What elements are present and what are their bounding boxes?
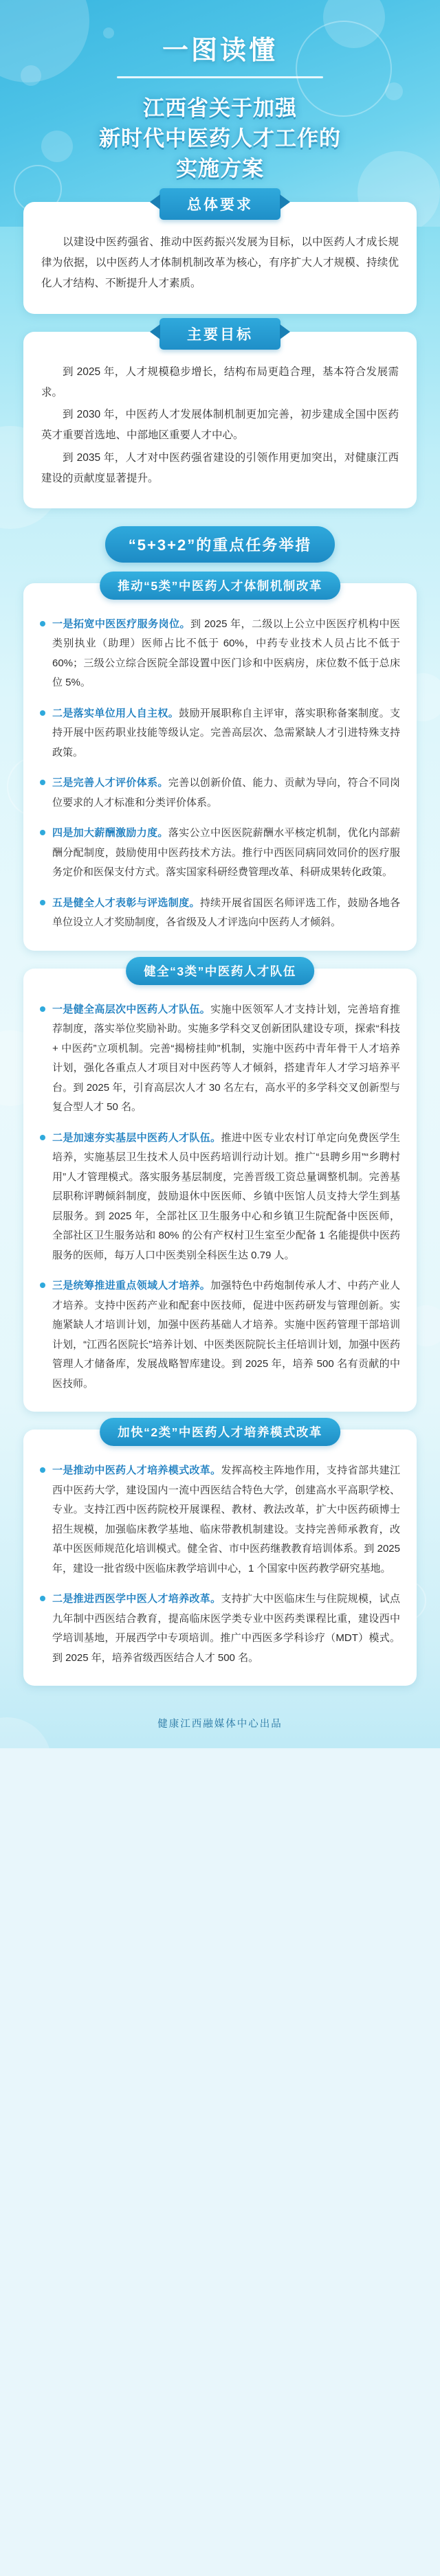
list-item: [40, 773, 400, 813]
list-item: [40, 824, 400, 883]
item-lead: 一是健全高层次中医药人才队伍。: [52, 1003, 211, 1015]
list-item: [40, 1461, 400, 1579]
subcard-title-system-reform: 推动“5类”中医药人才体制机制改革: [100, 572, 340, 600]
subtitle-block: [92, 93, 348, 184]
ribbon-title-overall: 总体要求: [160, 188, 280, 220]
overall-paragraph-1: 以建设中医药强省、推动中医药振兴发展为目标，以中医药人才成长规律为依据，以中医药人才体制机制改革为核心，有序扩大人才规模、持续优化人才结构、不断提升人才素质。: [41, 236, 399, 290]
section-heading-key-tasks: [0, 526, 440, 563]
item-text: 完善以创新价值、能力、贡献为导向，符合不同岗位要求的人才标准和分类评价体系。: [52, 777, 400, 809]
item-text: 推进中医专业农村订单定向免费医学生培养，实施基层卫生技术人员中医药培训行动计划。推广“县聘乡用”“乡聘村用”人才管理模式。落实服务基层制度，完善晋级工资总量调整机制。完善基层职称评聘倾斜制度，鼓励退休中医医师、乡镇中医馆人员支持大学生到基层服务。到 2025 年，全部社区卫生服务中心和乡镇卫生院配备中医医师，全部社区卫生服务站和 80% 的公有产权村卫生室至少配备 1 名能提供中医药服务的医师，每万人口中医类别全科医生达 0.79 人。: [52, 1131, 400, 1261]
list-item: [40, 1276, 400, 1394]
item-text: 加强特色中药炮制传承人才、中药产业人才培养。支持中医药产业和配套中医技师，促进中医药研发与管理创新。实施紧缺人才培训计划，加强中医药基础人才培养。实施中医药管理干部培训计划，“江西名医院长”培养计划、中医类医院院长主任培训计划，加强中医药管理人才储备库，发展战略智库建设。到 2025 年，培养 500 名有贡献的中医技师。: [52, 1280, 400, 1390]
bullet-dot-icon: [40, 900, 45, 905]
item-lead: 三是完善人才评价体系。: [52, 777, 168, 789]
item-text: 到 2025 年，二级以上公立中医医疗机构中医类别执业（助理）医师占比不低于 60%，中药专业技术人员占比不低于 60%；三级公立综合医院全部设置中医门诊和中医病房，床位数不低于总床位 5%。: [52, 618, 400, 689]
list-item: [40, 1000, 400, 1118]
bullet-dot-icon: [40, 710, 45, 716]
goals-paragraph-2: 到 2030 年，中医药人才发展体制机制更加完善，初步建成全国中医药英才重要首选地、中部地区重要人才中心。: [41, 409, 399, 442]
list-item: [40, 704, 400, 763]
item-lead: 二是落实单位用人自主权。: [52, 707, 179, 719]
subcard-education-reform: [23, 1425, 417, 1686]
bullet-dot-icon: [40, 830, 45, 835]
item-text: 持续开展省国医名师评选工作，鼓励各地各单位设立人才奖励制度，各省级及人才评选向中医药人才倾斜。: [52, 896, 400, 929]
card-main-goals: [23, 326, 417, 508]
subcard-system-reform: [23, 578, 417, 951]
item-text: 支持扩大中医临床生与住院规模，试点九年制中西医结合教育，提高临床医学类专业中医药类课程比重，建设西中学培训基地，开展西学中专项培训。推广中西医多学科诊疗（MDT）模式。到 2025 年，培养省级西医结合人才 500 名。: [52, 1593, 400, 1664]
bullet-dot-icon: [40, 780, 45, 785]
bullet-dot-icon: [40, 1135, 45, 1140]
item-lead: 一是推动中医药人才培养模式改革。: [52, 1465, 221, 1477]
subtitle-line-3: 实施方案: [176, 157, 264, 181]
bullet-dot-icon: [40, 1283, 45, 1288]
item-lead: 五是健全人才表彰与评选制度。: [52, 896, 200, 909]
subcard-title-talent-teams: 健全“3类”中医药人才队伍: [126, 957, 314, 985]
subtitle-line-1: 江西省关于加强: [143, 96, 297, 120]
list-item: [40, 1129, 400, 1266]
item-lead: 四是加大薪酬激励力度。: [52, 827, 168, 839]
goals-paragraph-3: 到 2035 年，人才对中医药强省建设的引领作用更加突出，对健康江西建设的贡献度显著提升。: [41, 451, 399, 484]
key-tasks-pill-label: “5+3+2”的重点任务举措: [105, 526, 335, 563]
card-overall-requirements: [23, 197, 417, 314]
list-item: [40, 1590, 400, 1668]
ribbon-title-goals: 主要目标: [160, 318, 280, 350]
item-text: 实施中医领军人才支持计划，完善培育推荐制度，落实举位奖励补助。实施多学科交叉创新团队建设专项，探索“科技 + 中医药”立项机制。完善“揭榜挂帅”机制，实施中医药中青年骨干人才培养计划，强化各重点人才项目对中医药等人才倾斜，搭建青年人才学习培养平台。到 2025 年，引育高层次人才 30 名左右，高水平的多学科交叉创新型与复合型人才 50 名。: [52, 1003, 400, 1114]
item-lead: 二是推进西医学中医人才培养改革。: [52, 1593, 221, 1605]
item-lead: 三是统筹推进重点领域人才培养。: [52, 1280, 211, 1292]
footer-credit: 健康江西融媒体中心出品: [157, 1719, 283, 1730]
item-text: 落实公立中医医院薪酬水平核定机制，优化内部薪酬分配制度，鼓励使用中医药技术方法。推行中西医同病同效同价的医疗服务定价和医保支付方式。落实国家科研经费管理改革、科研成果转化政策。: [52, 827, 400, 879]
subcard-talent-teams: [23, 964, 417, 1412]
bullet-dot-icon: [40, 1596, 45, 1601]
page-title: 一图读懂: [162, 36, 278, 65]
list-item: [40, 615, 400, 693]
bullet-dot-icon: [40, 1467, 45, 1473]
title-divider: [117, 76, 323, 78]
bullet-dot-icon: [40, 1006, 45, 1012]
list-item: [40, 894, 400, 933]
subcard-title-education-reform: 加快“2类”中医药人才培养模式改革: [100, 1418, 340, 1446]
bullet-dot-icon: [40, 621, 45, 626]
goals-paragraph-1: 到 2025 年，人才规模稳步增长，结构布局更趋合理，基本符合发展需求。: [41, 365, 399, 398]
item-text: 发挥高校主阵地作用，支持省部共建江西中医药大学，建设国内一流中西医结合特色大学，创建高水平高职学校、专业。支持江西中医药院校开展课程、教材、教法改革，扩大中医药硕博士招生规模，加强临床教学基地、临床带教机制建设。支持完善师承教育，改革中医医师规范化培训模式。健全省、市中医药继教教育培训体系。到 2025 年，建设一批省级中医临床教学培训中心，1 个国家中医药教学研究基地。: [52, 1465, 400, 1574]
item-text: 鼓励开展职称自主评审，落实职称备案制度。支持开展中医药职业技能等级认定。完善高层次、急需紧缺人才引进特殊支持政策。: [52, 707, 400, 758]
item-lead: 一是拓宽中医医疗服务岗位。: [52, 618, 190, 630]
subtitle-line-2: 新时代中医药人才工作的: [99, 126, 341, 151]
item-lead: 二是加速夯实基层中医药人才队伍。: [52, 1131, 221, 1144]
